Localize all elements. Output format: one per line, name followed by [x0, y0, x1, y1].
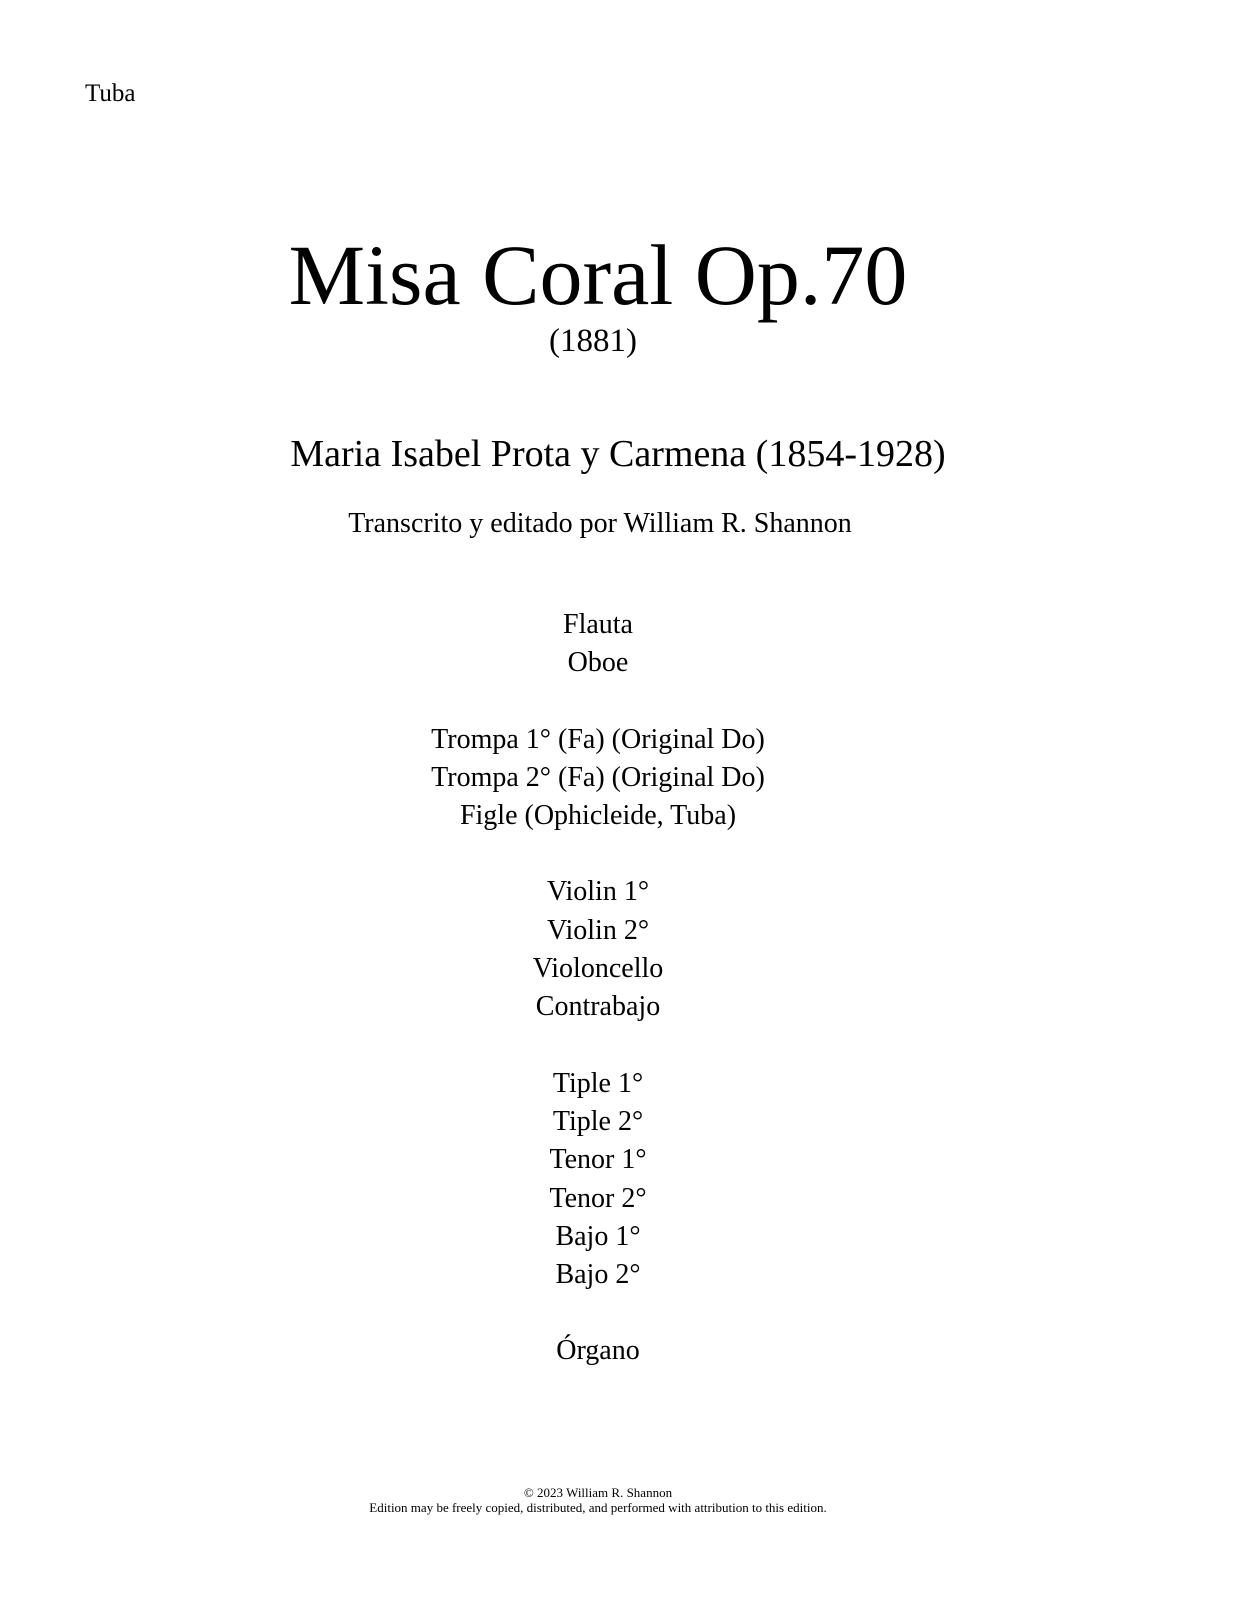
- instrumentation-list: [0, 606, 1216, 1409]
- instrument-item: Tenor 2°: [549, 1182, 647, 1214]
- instrument-group-strings: [0, 873, 1216, 1026]
- instrument-group-voices: [0, 1065, 1216, 1295]
- instrument-item: Trompa 2° (Fa) (Original Do): [431, 761, 765, 793]
- instrument-item: Violin 2°: [546, 914, 650, 946]
- instrument-item: Tiple 2°: [552, 1105, 644, 1137]
- instrument-item: Órgano: [556, 1335, 640, 1367]
- instrument-group-keyboard: [0, 1332, 1216, 1370]
- instrument-item: Bajo 2°: [555, 1259, 641, 1291]
- instrument-item: Violoncello: [532, 953, 664, 985]
- instrument-item: Contrabajo: [535, 991, 661, 1023]
- editor-credit: Transcrito y editado por William R. Shannon: [348, 508, 852, 539]
- instrument-item: Figle (Ophicleide, Tuba): [459, 800, 737, 832]
- instrument-item: Violin 1°: [546, 876, 650, 908]
- instrument-item: Tiple 1°: [552, 1067, 644, 1099]
- instrument-item: Flauta: [563, 609, 633, 640]
- license-notice: Edition may be freely copied, distributed, and performed with attribution to this edition.: [369, 1500, 827, 1515]
- footer: [0, 1485, 1216, 1515]
- composition-year: (1881): [549, 323, 637, 359]
- page-title: Misa Coral Op.70: [288, 227, 908, 323]
- instrument-item: Oboe: [567, 647, 629, 679]
- instrument-item: Tenor 1°: [549, 1144, 647, 1176]
- copyright-notice: © 2023 William R. Shannon: [523, 1485, 673, 1500]
- part-label: Tuba: [85, 80, 136, 107]
- instrument-group-brass: [0, 721, 1216, 836]
- instrument-item: Bajo 1°: [555, 1220, 641, 1252]
- instrument-item: Trompa 1° (Fa) (Original Do): [431, 723, 765, 755]
- instrument-group-woodwinds: [0, 606, 1216, 683]
- composer-name: Maria Isabel Prota y Carmena (1854-1928): [290, 433, 946, 475]
